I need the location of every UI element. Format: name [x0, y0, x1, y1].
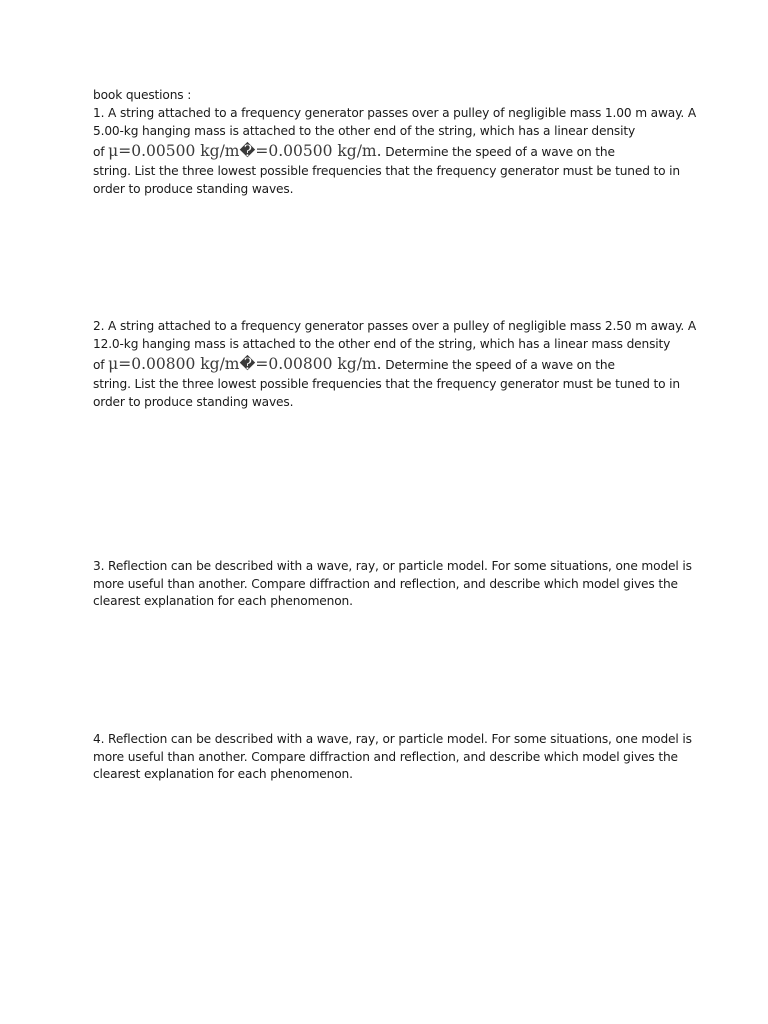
question-2-line-5: order to produce standing waves.	[93, 394, 294, 409]
question-2-line-3-prefix: of	[93, 358, 109, 372]
question-1-line-2: 5.00-kg hanging mass is attached to the other end of the string, which has a linear density	[93, 123, 636, 138]
document-heading	[93, 87, 678, 105]
question-3-line-1: 3. Reflection can be described with a wave, ray, or particle model. For some situations, one model is	[93, 559, 692, 573]
question-2-line-2: 12.0-kg hanging mass is attached to the other end of the string, which has a linear mass density	[93, 336, 671, 351]
question-3-line-3: clearest explanation for each phenomenon.	[93, 594, 353, 608]
heading-text: book questions :	[93, 88, 192, 102]
question-2-line-1: 2. A string attached to a frequency generator passes over a pulley of negligible mass 2.50 m away. A	[93, 319, 697, 333]
question-4	[93, 731, 692, 784]
question-1-line-4: string. List the three lowest possible frequencies that the frequency generator must be tuned to in	[93, 164, 680, 178]
question-2-line-3-suffix: Determine the speed of a wave on the	[381, 358, 615, 372]
question-1-line-1: 1. A string attached to a frequency generator passes over a pulley of negligible mass 1.00 m away. A	[93, 106, 697, 120]
question-1-line-3-prefix: of	[93, 145, 109, 159]
question-2-density-formula: μ=0.00800 kg/m�=0.00800 kg/m.	[108, 355, 382, 373]
question-1	[93, 105, 697, 198]
question-4-line-3: clearest explanation for each phenomenon.	[93, 767, 353, 781]
question-2	[93, 318, 697, 411]
question-1-density-formula: μ=0.00500 kg/m�=0.00500 kg/m.	[108, 142, 382, 160]
question-3-line-2: more useful than another. Compare diffraction and reflection, and describe which model gives the	[93, 576, 678, 591]
question-4-line-1: 4. Reflection can be described with a wave, ray, or particle model. For some situations, one model is	[93, 732, 692, 746]
question-2-line-3	[93, 353, 678, 376]
question-2-line-4: string. List the three lowest possible frequencies that the frequency generator must be tuned to in	[93, 377, 680, 391]
question-3	[93, 558, 692, 611]
question-1-line-3-suffix: Determine the speed of a wave on the	[381, 145, 615, 159]
question-4-line-2: more useful than another. Compare diffraction and reflection, and describe which model gives the	[93, 749, 678, 764]
question-1-line-5: order to produce standing waves.	[93, 181, 294, 196]
question-1-line-3	[93, 140, 678, 163]
